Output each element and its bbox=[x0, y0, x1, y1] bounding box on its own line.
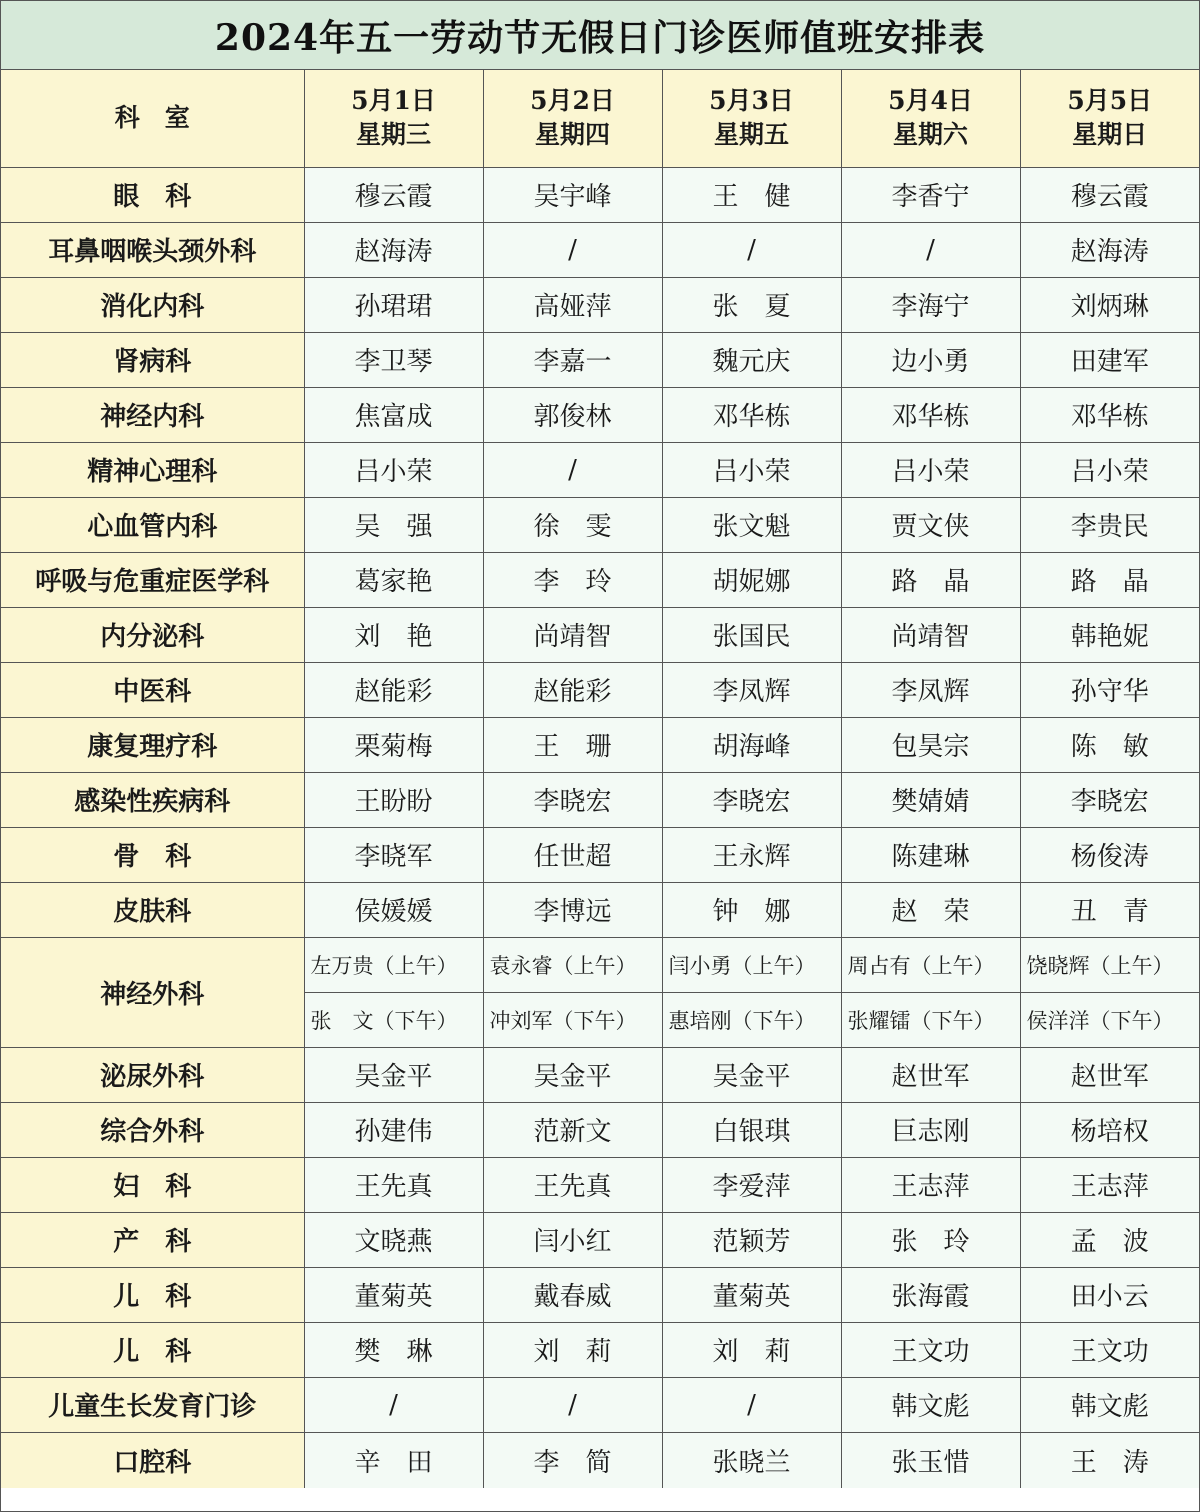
doctor-cell: 郭俊林 bbox=[483, 387, 662, 442]
doctor-cell: 王先真 bbox=[304, 1157, 483, 1212]
doctor-cell: 田小云 bbox=[1020, 1267, 1199, 1322]
doctor-cell: 李卫琴 bbox=[304, 332, 483, 387]
doctor-cell: 包昊宗 bbox=[841, 717, 1020, 772]
doctor-cell: 赵 荣 bbox=[841, 882, 1020, 937]
table-row bbox=[1, 167, 1199, 222]
doctor-cell: 李贵民 bbox=[1020, 497, 1199, 552]
doctor-cell: / bbox=[304, 1377, 483, 1432]
table-row bbox=[1, 1157, 1199, 1212]
doctor-cell: 张 玲 bbox=[841, 1212, 1020, 1267]
doctor-cell: 张文魁 bbox=[662, 497, 841, 552]
doctor-cell-pm: 冲刘军（下午） bbox=[483, 992, 662, 1047]
day-weekday: 星期四 bbox=[534, 120, 610, 150]
doctor-cell: 李 玲 bbox=[483, 552, 662, 607]
doctor-cell: 丑 青 bbox=[1020, 882, 1199, 937]
day-date: 5月1日 bbox=[351, 86, 436, 116]
dept-name: 儿童生长发育门诊 bbox=[1, 1377, 304, 1432]
doctor-cell: 樊婧婧 bbox=[841, 772, 1020, 827]
doctor-cell: 王志萍 bbox=[841, 1157, 1020, 1212]
dept-name: 神经外科 bbox=[1, 937, 304, 1047]
doctor-cell: 赵能彩 bbox=[304, 662, 483, 717]
dept-name: 精神心理科 bbox=[1, 442, 304, 497]
doctor-cell: 张国民 bbox=[662, 607, 841, 662]
doctor-cell: 张海霞 bbox=[841, 1267, 1020, 1322]
doctor-cell: 吴金平 bbox=[304, 1047, 483, 1102]
dept-name: 感染性疾病科 bbox=[1, 772, 304, 827]
doctor-cell: 钟 娜 bbox=[662, 882, 841, 937]
dept-name: 口腔科 bbox=[1, 1432, 304, 1488]
doctor-cell: / bbox=[483, 442, 662, 497]
doctor-cell: 穆云霞 bbox=[304, 167, 483, 222]
doctor-cell: 白银琪 bbox=[662, 1102, 841, 1157]
doctor-cell: 任世超 bbox=[483, 827, 662, 882]
table-row bbox=[1, 1212, 1199, 1267]
table-row bbox=[1, 607, 1199, 662]
table-row bbox=[1, 332, 1199, 387]
doctor-cell: 魏元庆 bbox=[662, 332, 841, 387]
table-row bbox=[1, 497, 1199, 552]
table-row bbox=[1, 827, 1199, 882]
doctor-cell: 王盼盼 bbox=[304, 772, 483, 827]
doctor-cell-pm: 张 文（下午） bbox=[304, 992, 483, 1047]
doctor-cell: 张玉惜 bbox=[841, 1432, 1020, 1488]
doctor-cell: 赵能彩 bbox=[483, 662, 662, 717]
doctor-cell: 吴金平 bbox=[483, 1047, 662, 1102]
doctor-cell: 栗菊梅 bbox=[304, 717, 483, 772]
doctor-cell: 王志萍 bbox=[1020, 1157, 1199, 1212]
dept-name: 泌尿外科 bbox=[1, 1047, 304, 1102]
doctor-cell: 孙建伟 bbox=[304, 1102, 483, 1157]
doctor-cell: 杨俊涛 bbox=[1020, 827, 1199, 882]
doctor-cell: 葛家艳 bbox=[304, 552, 483, 607]
doctor-cell: 陈 敏 bbox=[1020, 717, 1199, 772]
doctor-cell: 范颖芳 bbox=[662, 1212, 841, 1267]
doctor-cell: 樊 琳 bbox=[304, 1322, 483, 1377]
day-column-header bbox=[483, 70, 662, 167]
dept-name: 康复理疗科 bbox=[1, 717, 304, 772]
doctor-cell: 李海宁 bbox=[841, 277, 1020, 332]
doctor-cell: 刘 艳 bbox=[304, 607, 483, 662]
doctor-cell-am: 闫小勇（上午） bbox=[662, 937, 841, 992]
table-row bbox=[1, 387, 1199, 442]
doctor-cell: / bbox=[483, 222, 662, 277]
doctor-cell: 尚靖智 bbox=[483, 607, 662, 662]
table-row bbox=[1, 552, 1199, 607]
doctor-cell: 巨志刚 bbox=[841, 1102, 1020, 1157]
doctor-cell: 王永辉 bbox=[662, 827, 841, 882]
table-row bbox=[1, 442, 1199, 497]
day-column-header bbox=[841, 70, 1020, 167]
doctor-cell: 董菊英 bbox=[662, 1267, 841, 1322]
doctor-cell: / bbox=[662, 1377, 841, 1432]
doctor-cell: 吴 强 bbox=[304, 497, 483, 552]
day-weekday: 星期五 bbox=[713, 120, 789, 150]
doctor-cell: 李凤辉 bbox=[841, 662, 1020, 717]
dept-name: 眼 科 bbox=[1, 167, 304, 222]
doctor-cell: 赵海涛 bbox=[1020, 222, 1199, 277]
dept-name: 儿 科 bbox=[1, 1322, 304, 1377]
dept-name: 内分泌科 bbox=[1, 607, 304, 662]
doctor-cell: 赵世军 bbox=[1020, 1047, 1199, 1102]
doctor-cell: 孙守华 bbox=[1020, 662, 1199, 717]
doctor-cell: 邓华栋 bbox=[841, 387, 1020, 442]
doctor-cell-am: 饶晓辉（上午） bbox=[1020, 937, 1199, 992]
table-row bbox=[1, 1322, 1199, 1377]
table-row bbox=[1, 1102, 1199, 1157]
doctor-cell: 吕小荣 bbox=[304, 442, 483, 497]
day-date: 5月4日 bbox=[888, 86, 973, 116]
day-date: 5月5日 bbox=[1067, 86, 1153, 116]
doctor-cell: 范新文 bbox=[483, 1102, 662, 1157]
day-column-header bbox=[1020, 70, 1199, 167]
day-date: 5月3日 bbox=[709, 86, 794, 116]
table-row bbox=[1, 277, 1199, 332]
doctor-cell: 刘炳琳 bbox=[1020, 277, 1199, 332]
schedule-table bbox=[1, 70, 1199, 1488]
table-row bbox=[1, 662, 1199, 717]
doctor-cell: 边小勇 bbox=[841, 332, 1020, 387]
doctor-cell: 孟 波 bbox=[1020, 1212, 1199, 1267]
doctor-cell: 王文功 bbox=[1020, 1322, 1199, 1377]
doctor-cell: 吴宇峰 bbox=[483, 167, 662, 222]
dept-name: 消化内科 bbox=[1, 277, 304, 332]
doctor-cell: 李香宁 bbox=[841, 167, 1020, 222]
doctor-cell: 刘 莉 bbox=[662, 1322, 841, 1377]
dept-name: 肾病科 bbox=[1, 332, 304, 387]
doctor-cell: 李晓宏 bbox=[1020, 772, 1199, 827]
day-date: 5月2日 bbox=[530, 86, 615, 116]
doctor-cell-pm: 张耀镭（下午） bbox=[841, 992, 1020, 1047]
table-row bbox=[1, 772, 1199, 827]
doctor-cell: / bbox=[483, 1377, 662, 1432]
dept-name: 神经内科 bbox=[1, 387, 304, 442]
doctor-cell: / bbox=[662, 222, 841, 277]
doctor-cell: 尚靖智 bbox=[841, 607, 1020, 662]
header-row bbox=[1, 70, 1199, 167]
doctor-cell: 邓华栋 bbox=[1020, 387, 1199, 442]
dept-column-header: 科 室 bbox=[1, 70, 304, 167]
doctor-cell: 张 夏 bbox=[662, 277, 841, 332]
table-row bbox=[1, 1432, 1199, 1488]
doctor-cell: 李博远 bbox=[483, 882, 662, 937]
doctor-cell: 穆云霞 bbox=[1020, 167, 1199, 222]
doctor-cell-am: 左万贵（上午） bbox=[304, 937, 483, 992]
doctor-cell: 路 晶 bbox=[1020, 552, 1199, 607]
doctor-cell: 王 涛 bbox=[1020, 1432, 1199, 1488]
doctor-cell: 闫小红 bbox=[483, 1212, 662, 1267]
doctor-cell: 文晓燕 bbox=[304, 1212, 483, 1267]
table-row bbox=[1, 1047, 1199, 1102]
doctor-cell: 吕小荣 bbox=[1020, 442, 1199, 497]
doctor-cell: 李凤辉 bbox=[662, 662, 841, 717]
doctor-cell: 戴春威 bbox=[483, 1267, 662, 1322]
doctor-cell: 韩文彪 bbox=[841, 1377, 1020, 1432]
doctor-cell: 王先真 bbox=[483, 1157, 662, 1212]
doctor-cell: 李嘉一 bbox=[483, 332, 662, 387]
doctor-cell: 张晓兰 bbox=[662, 1432, 841, 1488]
dept-name: 中医科 bbox=[1, 662, 304, 717]
doctor-cell: 高娅萍 bbox=[483, 277, 662, 332]
day-column-header bbox=[304, 70, 483, 167]
table-row bbox=[1, 717, 1199, 772]
doctor-cell: 李晓宏 bbox=[483, 772, 662, 827]
doctor-cell: 李爱萍 bbox=[662, 1157, 841, 1212]
doctor-cell: 董菊英 bbox=[304, 1267, 483, 1322]
doctor-cell: 孙珺珺 bbox=[304, 277, 483, 332]
doctor-cell: 杨培权 bbox=[1020, 1102, 1199, 1157]
doctor-cell: 陈建琳 bbox=[841, 827, 1020, 882]
doctor-cell: 胡海峰 bbox=[662, 717, 841, 772]
table-row bbox=[1, 1377, 1199, 1432]
doctor-cell: 赵世军 bbox=[841, 1047, 1020, 1102]
doctor-cell: 侯媛媛 bbox=[304, 882, 483, 937]
doctor-cell: 吕小荣 bbox=[662, 442, 841, 497]
doctor-cell: 王 珊 bbox=[483, 717, 662, 772]
dept-name: 妇 科 bbox=[1, 1157, 304, 1212]
doctor-cell: 邓华栋 bbox=[662, 387, 841, 442]
table-row bbox=[1, 882, 1199, 937]
doctor-cell: 贾文侠 bbox=[841, 497, 1020, 552]
doctor-cell: 赵海涛 bbox=[304, 222, 483, 277]
doctor-cell: 路 晶 bbox=[841, 552, 1020, 607]
schedule-table-body bbox=[1, 70, 1199, 1488]
doctor-cell-am: 袁永睿（上午） bbox=[483, 937, 662, 992]
table-row bbox=[1, 222, 1199, 277]
dept-name: 耳鼻咽喉头颈外科 bbox=[1, 222, 304, 277]
doctor-cell-pm: 侯洋洋（下午） bbox=[1020, 992, 1199, 1047]
table-row-neurosurgery-am bbox=[1, 937, 1199, 992]
dept-name: 呼吸与危重症医学科 bbox=[1, 552, 304, 607]
table-row bbox=[1, 1267, 1199, 1322]
doctor-cell: 吴金平 bbox=[662, 1047, 841, 1102]
dept-name: 综合外科 bbox=[1, 1102, 304, 1157]
doctor-cell: 李晓宏 bbox=[662, 772, 841, 827]
doctor-cell: 焦富成 bbox=[304, 387, 483, 442]
doctor-cell: 李 简 bbox=[483, 1432, 662, 1488]
doctor-cell-pm: 惠培刚（下午） bbox=[662, 992, 841, 1047]
doctor-cell: 吕小荣 bbox=[841, 442, 1020, 497]
dept-name: 产 科 bbox=[1, 1212, 304, 1267]
doctor-cell: 田建军 bbox=[1020, 332, 1199, 387]
doctor-cell: 胡妮娜 bbox=[662, 552, 841, 607]
doctor-cell-am: 周占有（上午） bbox=[841, 937, 1020, 992]
doctor-cell: 韩文彪 bbox=[1020, 1377, 1199, 1432]
day-column-header bbox=[662, 70, 841, 167]
dept-name: 皮肤科 bbox=[1, 882, 304, 937]
doctor-cell: 韩艳妮 bbox=[1020, 607, 1199, 662]
day-weekday: 星期三 bbox=[355, 120, 431, 150]
doctor-cell: 王 健 bbox=[662, 167, 841, 222]
doctor-cell: 刘 莉 bbox=[483, 1322, 662, 1377]
doctor-cell: 李晓军 bbox=[304, 827, 483, 882]
doctor-cell: 辛 田 bbox=[304, 1432, 483, 1488]
dept-name: 心血管内科 bbox=[1, 497, 304, 552]
day-weekday: 星期六 bbox=[892, 120, 968, 150]
day-weekday: 星期日 bbox=[1072, 120, 1148, 150]
doctor-cell: / bbox=[841, 222, 1020, 277]
page-title: 2024年五一劳动节无假日门诊医师值班安排表 bbox=[1, 1, 1199, 70]
dept-name: 儿 科 bbox=[1, 1267, 304, 1322]
doctor-cell: 徐 雯 bbox=[483, 497, 662, 552]
dept-name: 骨 科 bbox=[1, 827, 304, 882]
doctor-cell: 王文功 bbox=[841, 1322, 1020, 1377]
